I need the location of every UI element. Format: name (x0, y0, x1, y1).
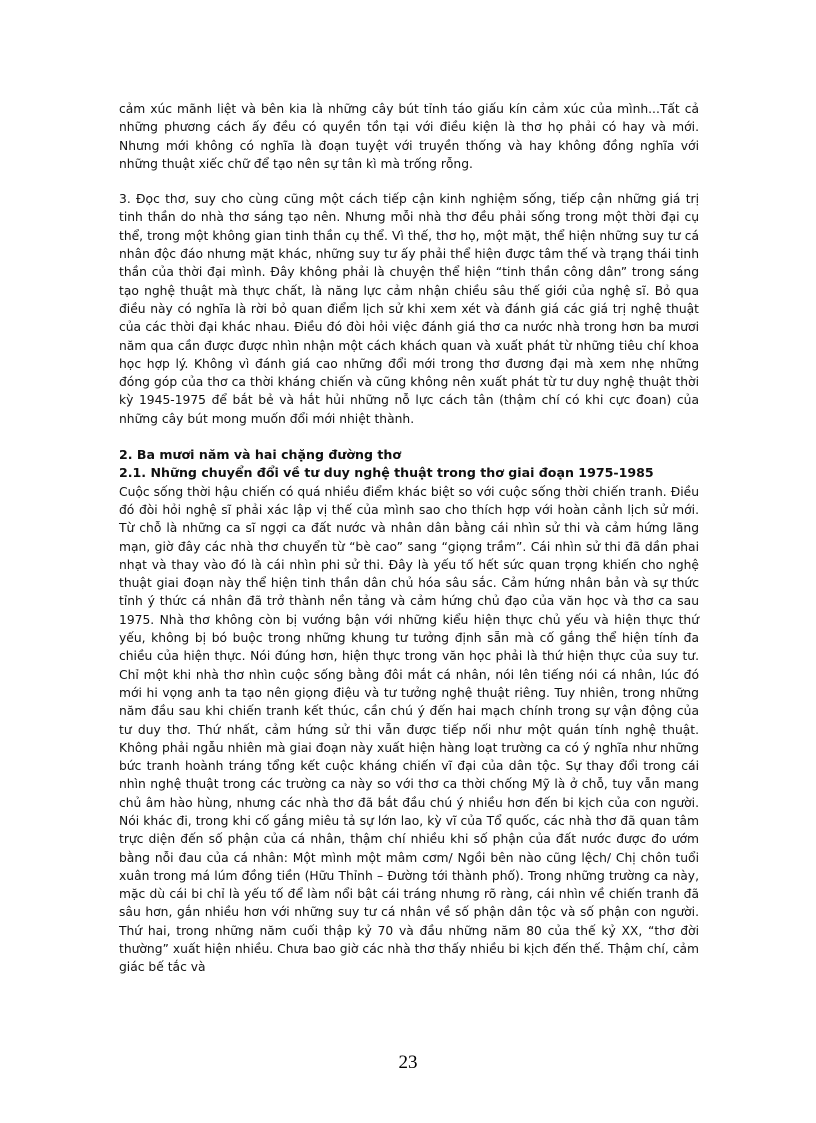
paragraph-section-3: 3. Đọc thơ, suy cho cùng cũng một cách tiếp cận kinh nghiệm sống, tiếp cận những giá trị tinh thần do nhà thơ sáng tạo nên. Nhưng mỗi nhà thơ đều phải sống trong một thời đại cụ thể, trong một không gian tinh thần cụ thể. Vì thế, thơ họ, một mặt, thể hiện những suy tư cá nhân độc đáo nhưng mặt khác, những suy tư ấy phải thể hiện được tâm thế và trạng thái tinh thần của thời đại mình. Đây không phải là chuyện thể hiện “tinh thần công dân” trong sáng tạo nghệ thuật mà thực chất, là năng lực cảm nhận chiều sâu thế giới của nghệ sĩ. Bỏ qua điều này có nghĩa là rời bỏ quan điểm lịch sử khi xem xét và đánh giá các giá trị nghệ thuật của các thời đại khác nhau. Điều đó đòi hỏi việc đánh giá thơ ca nước nhà trong hơn ba mươi năm qua cần được được nhìn nhận một cách khách quan và xuất phát từ những tiêu chí khoa học hợp lý. Không vì đánh giá cao những đổi mới trong thơ đương đại mà xem nhẹ những đóng góp của thơ ca thời kháng chiến và cũng không nên xuất phát từ tư duy nghệ thuật thời kỳ 1945-1975 để bắt bẻ và hắt hủi những nỗ lực cách tân (thậm chí có khi cực đoan) của những cây bút mong muốn đổi mới nhiệt thành. (119, 192, 699, 426)
document-body (119, 100, 699, 977)
page-number: 23 (398, 1052, 418, 1073)
subsection-heading: 2.1. Những chuyển đổi về tư duy nghệ thuật trong thơ giai đoạn 1975-1985 (119, 465, 654, 481)
paragraph-continuation: cảm xúc mãnh liệt và bên kia là những cây bút tỉnh táo giấu kín cảm xúc của mình...Tất cả những phương cách ấy đều có quyền tồn tại với điều kiện là thơ họ phải có hay và mới. Nhưng mới không có nghĩa là đoạn tuyệt với truyền thống và hay không đồng nghĩa với những thuật xiếc chữ để tạo nên sự tân kì mà trống rỗng. (119, 102, 699, 171)
paragraph-body: Cuộc sống thời hậu chiến có quá nhiều điểm khác biệt so với cuộc sống thời chiến tranh. Điều đó đòi hỏi nghệ sĩ phải xác lập vị thế của mình sao cho thích hợp với hoàn cảnh lịch sử mới. Từ chỗ là những ca sĩ ngợi ca đất nước và nhân dân bằng cái nhìn sử thi và cảm hứng lãng mạn, giờ đây các nhà thơ chuyển từ “bè cao” sang “giọng trầm”. Cái nhìn sử thi đã dần phai nhạt và thay vào đó là cái nhìn phi sử thi. Đây là yếu tố hết sức quan trọng khiến cho nghệ thuật giai đoạn này thể hiện tinh thần dân chủ hóa sâu sắc. Cảm hứng nhân bản và sự thức tỉnh ý thức cá nhân đã trở thành nền tảng và cảm hứng chủ đạo của văn học và thơ ca sau 1975. Nhà thơ không còn bị vướng bận với những kiểu hiện thực chủ yếu và hiện thực thứ yếu, không bị bó buộc trong những khung tư tưởng định sẵn mà cố gắng thể hiện tính đa chiều của hiện thực. Nói đúng hơn, hiện thực trong văn học phải là thứ hiện thực của suy tư. Chỉ một khi nhà thơ nhìn cuộc sống bằng đôi mắt cá nhân, nói lên tiếng nói cá nhân, lúc đó mới hi vọng anh ta tạo nên giọng điệu và tư tưởng nghệ thuật riêng. Tuy nhiên, trong những năm đầu sau khi chiến tranh kết thúc, cần chú ý đến hai mạch chính trong sự vận động của tư duy thơ. Thứ nhất, cảm hứng sử thi vẫn được tiếp nối như một quán tính nghệ thuật. Không phải ngẫu nhiên mà giai đoạn này xuất hiện hàng loạt trường ca có ý nghĩa như những bức tranh hoành tráng tổng kết cuộc kháng chiến vĩ đại của dân tộc. Sự thay đổi trong cái nhìn nghệ thuật trong các trường ca này so với thơ ca thời chống Mỹ là ở chỗ, tuy vẫn mang chủ âm hào hùng, nhưng các nhà thơ đã bắt đầu chú ý nhiều hơn đến bi kịch của con người. Nói khác đi, trong khi cố gắng miêu tả sự lớn lao, kỳ vĩ của Tổ quốc, các nhà thơ đã quan tâm trực diện đến số phận của cá nhân, thậm chí nhiều khi số phận của đất nước được đo ướm bằng nỗi đau của cá nhân: Một mình một mâm cơm/ Ngồi bên nào cũng lệch/ Chị chôn tuổi xuân trong má lúm đồng tiền (Hữu Thỉnh – Đường tới thành phố). Trong những trường ca này, mặc dù cái bi chỉ là yếu tố để làm nổi bật cái tráng nhưng rõ ràng, cái nhìn về chiến tranh đã sâu hơn, gắn nhiều hơn với những suy tư cá nhân về số phận dân tộc và số phận con người. Thứ hai, trong những năm cuối thập kỷ 70 và đầu những năm 80 của thế kỷ XX, “thơ đời thường” xuất hiện nhiều. Chưa bao giờ các nhà thơ thấy nhiều bi kịch đến thế. Thậm chí, cảm giác bế tắc và (119, 484, 699, 975)
section-heading: 2. Ba mươi năm và hai chặng đường thơ (119, 447, 402, 463)
